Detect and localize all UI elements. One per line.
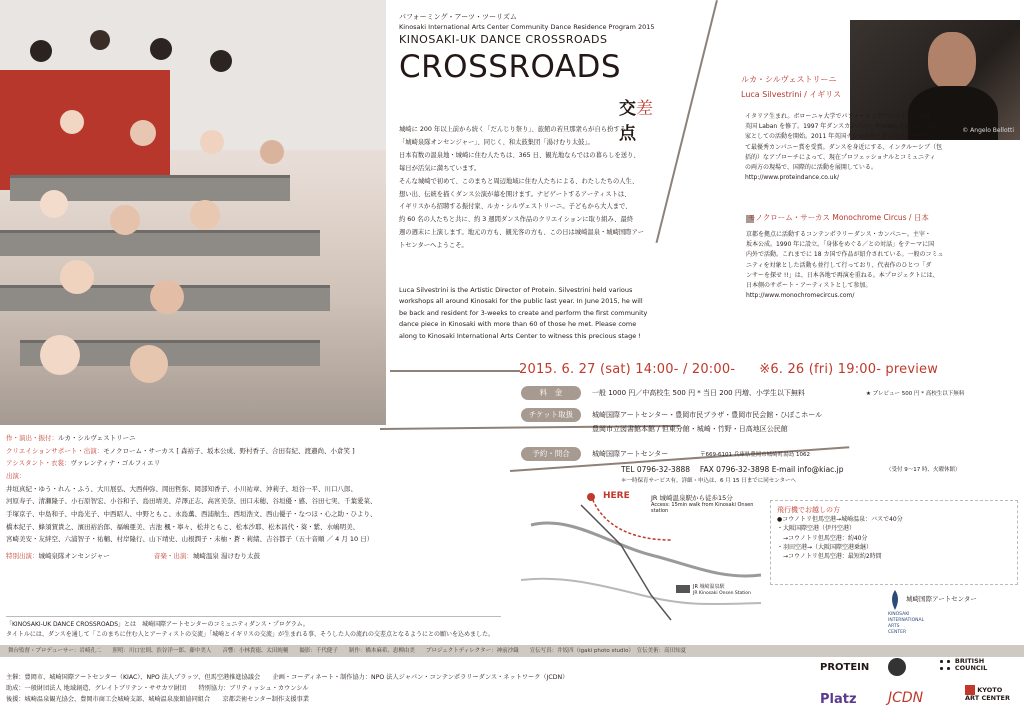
reservation-contact[interactable]: TEL 0796-32-3888 FAX 0796-32-3898 E-mail info@kiac.jp [621,465,844,474]
access-line: ・羽田空港→（大阪国際空港乗継） [777,543,873,551]
access-line: ・大阪国際空港（伊丹空港） [777,525,856,533]
price-text: 一般 1000 円／中高校生 500 円 * 当日 200 円増、小学生以下無料 [592,389,805,397]
ticket-line-2: 豊岡市立図書館本館 / 但東分館・城崎・竹野・日高地区公民館 [592,425,788,433]
map-rail [581,505,671,620]
person [130,120,156,146]
music-label: 音楽・出演： [153,552,193,561]
protein-logo: PROTEIN [820,662,870,673]
person [150,280,184,314]
kiac-logo [888,590,977,636]
map-river [531,523,761,576]
reservation-note: ＊一時保育サービス有。詳細・申込は、6 月 15 日までに同センターへ [621,478,797,484]
special-text: 城崎泉隊オンセンジャー [38,552,110,561]
credit-row [6,445,501,458]
person [210,50,232,72]
intro-jp-line: そんな城崎で初めて、このまちと周辺地域に住む人たちによる、わたしたちの人生、 [399,177,639,185]
intro-jp-line: 約 60 名の人たちと共に、約 3 週間ダンス作品のクリエイションに取り組み、最終 [399,216,634,224]
luca-bio-line: 括的）なアプローチによって、現在プロフェッショナルとコミュニティ [745,153,936,161]
luca-bio [745,112,1013,183]
mono-url[interactable]: http://www.monochromecircus.com/ [746,292,855,300]
staff-line: 舞台監督・プロデューサー：岩崎孔二 照明：川口宏則、渋谷洋一郎、藤中美人 音響：小林貴徳、太田純輔 撮影：千代健子 制作：橋本麻希、恵柳由美 プロジェクトディレクター：神前沙織 宣伝写真：井坂四（igaki photo studio） 宣伝美術：高田知夏 [8,648,687,654]
map-here-pin [587,493,595,501]
kiac-name-jp: 城崎国際アートセンター [906,595,977,603]
credit-label: 出演： [6,472,26,481]
person [60,260,94,294]
person [40,335,80,375]
cast-line: 橋本紀子、蜂須賀貴之、濱田裕治郎、福嶋亜美、古池 楓・寧々、松井ともこ、松本沙耶、松本昌代・葵・紫、水嶋明美、 [6,522,360,531]
credit-row [6,457,501,470]
jcdn-logo: JCDN [888,690,924,706]
mono-bio [746,230,1014,301]
person [130,345,168,383]
person [40,190,68,218]
british-council-text: BRITISH COUNCIL [954,657,988,673]
credit-text: ヴァレンティナ・ゴルフィエリ [70,459,161,468]
person [150,38,172,60]
ticket-line-1: 城崎国際アートセンター・豊岡市民プラザ・豊岡市民会館・ひぼこホール [592,411,823,419]
reservation-hours: （受付 9～17 時、火曜休館） [886,467,961,473]
british-council-logo [938,658,1005,672]
intro-jp [399,124,729,253]
sponsor-line: 主催：豊岡市、城崎国際アートセンター（KIAC）、NPO 法人プラッツ、但馬空港推進協議会 企画・コーディネート・制作協力：NPO 法人ジャパン・コンテンポラリーダンス・ネットワーク（JCDN） [6,674,569,681]
intro-jp-line: イギリスから招聘する振付家、ルカ・シルヴェストリーニ。子どもから大人まで、 [399,203,632,211]
intro-en [399,285,729,342]
cast-line: 河原寿子、清瀬隆子、小石原智宏、小谷和子、島田靖美、芹澤正志、高宮美奈、田口未穂、谷垣優・感、谷田七実、千葉愛菜、 [6,497,377,506]
cast-line: 井垣真紀・ゆう・れん・ふう、大川展弘、大西伸弥、岡田哲弥、岡部知香子、小川祐章、沖莉子、垣谷一平、川口八郎、 [6,484,357,493]
kiac-logo-icon [888,590,902,610]
special-label: 特別出演： [6,552,39,561]
map-station-walk-en: Access: 15min walk from Kinosaki Onsen station [651,502,754,514]
title-jp-prefix: 交 [619,99,636,119]
reservation-address: 〒669-6101 兵庫県豊岡市城崎町湯島 1062 [700,452,810,458]
mono-bio-line: 京都を拠点に活動するコンテンポラリーダンス・カンパニー。主宰・ [746,231,931,238]
mono-bio-line: 内外で活動。これまでに 18 カ国で作品が紹介されている。一般のコミュ [746,251,944,259]
credit-row [6,432,501,445]
music-text: 城崎温泉 湯けむり太鼓 [192,552,260,561]
intro-jp-line: 毎日が活気に満ちています。 [399,164,481,172]
luca-bio-line: イタリア生まれ。ボローニャ大学でパフォーミングアートを学んだ後、 [745,113,937,120]
intro-jp-line: 「城崎泉隊オンセンジャー」、同じく、和太鼓集団「湯けむり太鼓」。 [399,138,594,146]
kiac-logo-line: ARTS [888,624,900,630]
luca-name [741,72,841,102]
person [60,110,84,134]
access-line: ●コウノトリ但馬空港→城崎温泉：バスで40分 [777,516,903,523]
intro-jp-line: 想い出、伝統を描くダンス公演が幕を開けます。ナビゲートするアーティストは、 [399,190,631,198]
subtitle-en: KINOSAKI-UK DANCE CROSSROADS [399,33,608,46]
map-here-label: HERE [603,491,630,501]
map-jr-label: JR 城崎温泉駅 [693,584,725,590]
mono-bio-line: 坂本公成。1990 年に設立。「身体をめぐる／との対話」をテーマに国 [746,241,935,249]
person [260,140,284,164]
credit-text: モノクローム・サーカス [ 森裕子、坂本公成、野村香子、合田有紀、渡邉尚、小倉笑 ] [103,446,355,455]
kiac-logo-line: CENTER [888,630,907,636]
partner-logos [820,650,1020,720]
kyoto-art-center-logo [965,685,1015,702]
reservation-label: 予約・問合 [521,447,581,461]
performance-dates [519,362,938,377]
intro-jp-line: 週の週末に上演します。地元の方も、観光客の方も、この日は城崎温泉・城崎国際アー [399,229,644,237]
luca-name-en: Luca Silvestrini / イギリス [741,90,842,100]
platz-logo: Platz [820,692,857,707]
uk-emblem-icon [888,658,906,676]
price-label: 料 金 [521,386,581,400]
title-jp-suffix: 点 [619,124,636,144]
sponsor-line: 後援：城崎温泉観光協会、豊岡市商工会城崎支部、城崎温泉旅館協同組合 京都芸術センター制作支援事業 [6,695,309,703]
intro-en-line: Luca Silvestrini is the Artistic Director of Protein. Silvestrini held various [399,286,633,294]
access-line: →コウノトリ但馬空港：最短約2時間 [777,553,882,561]
credit-text: ルカ・シルヴェストリーニ [58,434,136,442]
person [30,40,52,62]
british-council-dots-icon [938,658,952,672]
access-line: →コウノトリ但馬空港：約40分 [777,534,868,542]
person [200,130,224,154]
note-line: タイトルには、ダンスを通して「このまちに住む人とアーティストの交流」「城崎とイギリスの交流」が生まれる事、そうした人の流れの交差点となるようにとの願いを込めました。 [6,631,494,639]
divider-line [390,370,520,372]
photo-mat [0,230,320,256]
intro-en-line: be back and resident for 3-weeks to create and perform the first community [399,308,648,317]
luca-bio-line: て最優秀カンパニー賞を受賞。ダンスを身近にする、インクルーシブ（包 [745,143,943,151]
category-jp: パフォーミング・アーツ・ツーリズム [399,13,517,21]
mono-bio-line: ンサーを探せ !!」は、日本各地で再演を重ねる。本プロジェクトには、 [746,271,939,279]
person [90,30,110,50]
map-station-walk: JR 城崎温泉駅から徒歩15分 [651,494,733,502]
mono-bio-line: ニティを対象とした活動も並行して行っており、代表作のひとつ「ダ [746,261,932,269]
credit-label: アシスタント・衣裳： [6,459,71,468]
reservation-org: 城崎国際アートセンター [592,450,669,458]
intro-en-line: dance piece in Kinosaki with more than 60 of those he met. Please come [399,320,637,329]
kyoto-logo-text: KYOTO ART CENTER [965,686,1010,702]
program-en: Kinosaki International Arts Center Community Dance Residence Program 2015 [399,23,655,31]
title-note [6,616,501,640]
luca-bio-line: の両方の現場で、国際的に活動を展開している。 [745,163,877,171]
special-row [6,550,501,563]
kiac-logo-text [888,612,924,636]
mono-bio-line: 日本側のサポート・アーティストとして参加。 [746,281,872,289]
access-heading: 飛行機でお越しの方 [777,506,840,514]
cast-line: 手塚京子、中島和子、中島光子、中西昭人、中野ともこ、永島薫、西浦航生、西垣浩文、西山優子・なつほ・心之助・ひより、 [6,510,377,519]
mono-heading: モノクローム・サーカス Monochrome Circus / 日本 [748,213,929,222]
sponsors [6,673,626,706]
price-note: ★ プレビュー 500 円 * 高校生以下無料 [866,391,965,397]
kiac-logo-line: KINOSAKI [888,612,910,617]
intro-jp-line: トセンターへようこそ。 [399,242,468,250]
intro-jp-line: 日本有数の温泉地・城崎に住む人たちは、365 日、観光地ならではの暮らしを送り、 [399,151,640,159]
luca-bio-line: 家としての活動を開始。2011 年英国ナショナル・ダンス・アワードに [745,133,936,141]
person [190,200,220,230]
luca-bio-line: 英国 Laban を修了。1997 年ダンスカンパニー Protein を設立し、振付 [745,123,941,131]
note-line: 「KINOSAKI-UK DANCE CROSSROADS」とは 城崎国際アートセンターのコミュニティダンス・プログラム。 [6,621,309,628]
date-main: 2015. 6. 27 (sat) 14:00- / 20:00- [519,362,736,377]
main-title: CROSSROADS [399,49,622,85]
credit-label: 作・演出・振付： [6,434,58,442]
sponsor-line: 助成：一般財団法人 地域創造、グレイトブリテン・ササカワ財団 特別協力：ブリティッシュ・カウンシル [6,684,309,692]
access-box [770,500,1018,585]
portrait-head [928,32,976,90]
intro-en-line: workshops all around Kinosaki for the public last year. In June 2015, he will [399,297,643,306]
photo-credit: © Angelo Bellotti [962,127,1014,134]
credits [6,432,501,563]
map-station [676,585,690,593]
kiac-logo-line: INTERNATIONAL [888,618,925,624]
credit-label: クリエイションサポート・出演： [6,446,104,455]
title-jp-accent: 差 [636,99,653,119]
cast-line: 宮崎美安・友絆空、六浦智子・祐輔、村岸隆行、山下靖史、山根潤子・未柚・蒼・莉緒、吉谷都子（五十音順 ／ 4 月 10 日） [6,535,374,544]
intro-en-line: along to Kinosaki International Arts Center to witness this precious stage ! [399,331,641,340]
luca-url[interactable]: http://www.proteindance.co.uk/ [745,174,840,182]
date-preview: ※6. 26 (fri) 19:00- preview [759,362,939,377]
intro-jp-line: 城崎に 200 年以上前から続く「だんじり祭り」、旅館の若旦那衆らが自ら扮する [399,126,626,133]
luca-name-jp: ルカ・シルヴェストリーニ [741,75,837,84]
access-map [521,485,766,625]
ticket-label: チケット取扱 [521,408,581,422]
group-photo [0,0,386,425]
credit-row [6,470,501,483]
person [110,205,140,235]
map-jr-label-en: JR Kinosaki Onsen Station [693,591,751,596]
